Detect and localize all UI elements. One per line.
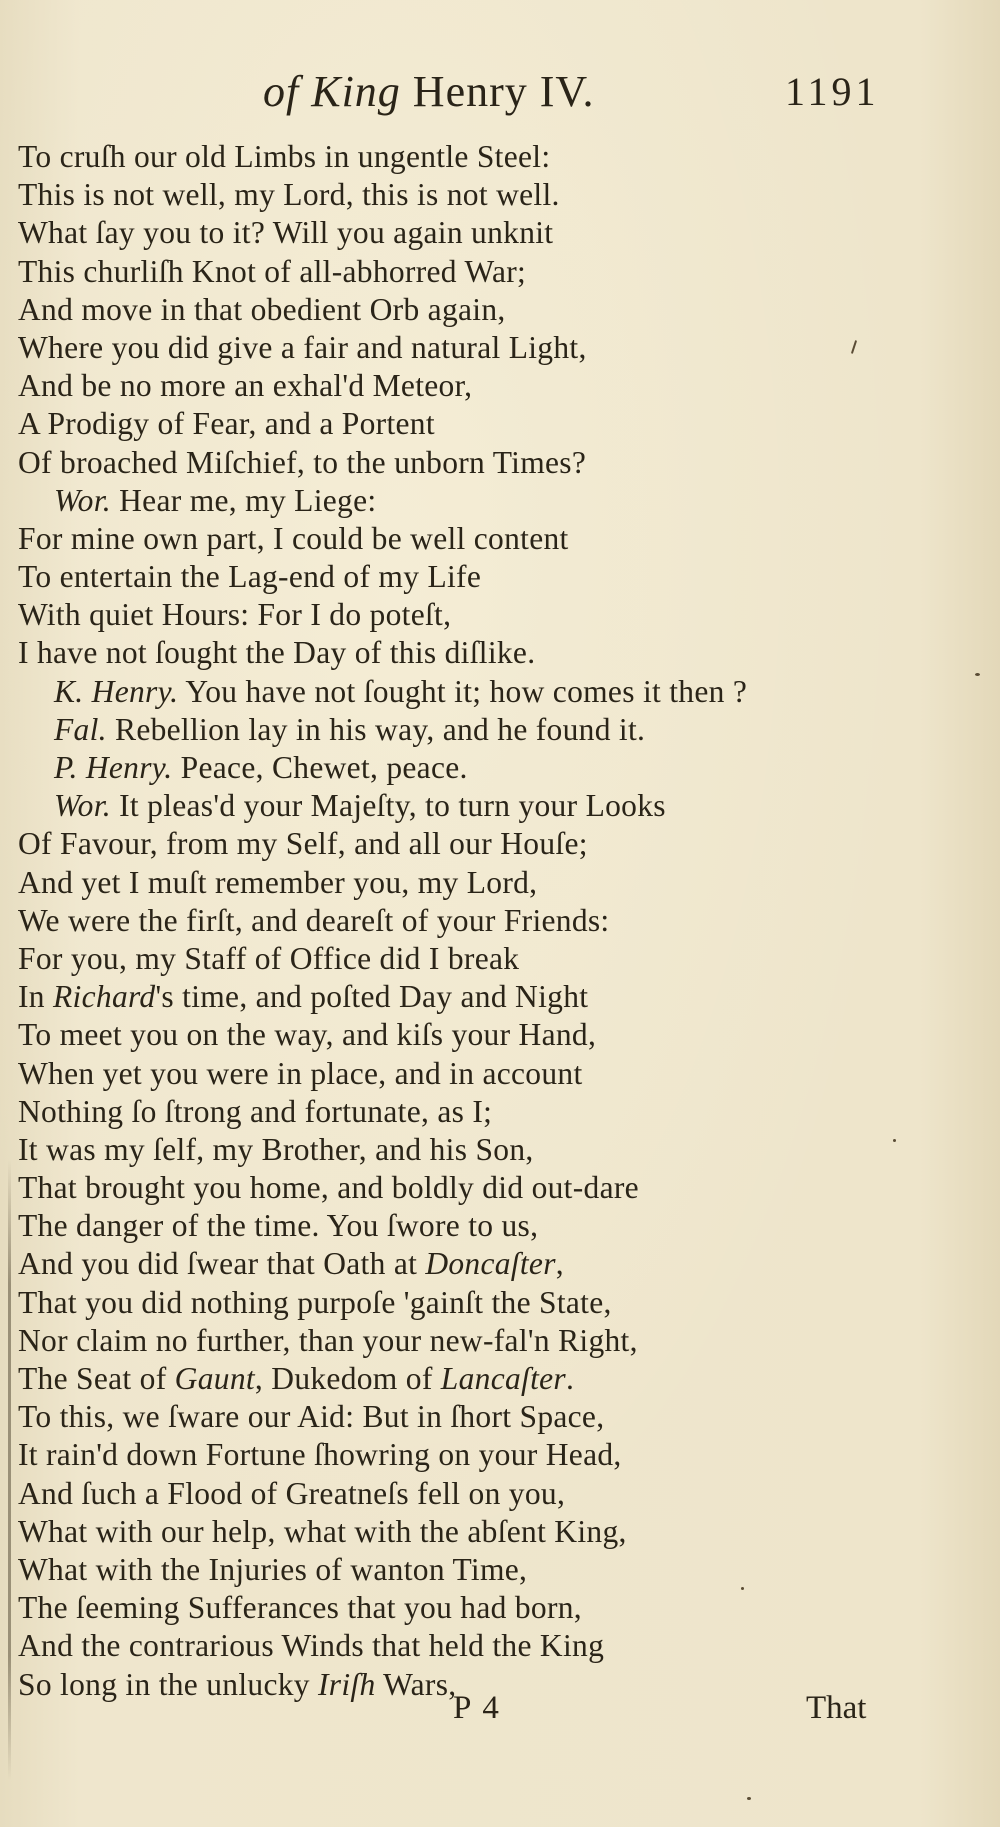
running-title-prefix: of King — [263, 67, 401, 116]
italic-text-segment: P. Henry. — [54, 750, 173, 785]
italic-text-segment: Iriſh — [318, 1666, 376, 1702]
running-title-main: Henry IV. — [412, 67, 595, 116]
text-segment: And be no more an exhal'd Meteor, — [18, 368, 473, 404]
text-segment: To this, we ſware our Aid: But in ſhort Space, — [18, 1399, 605, 1435]
signature-mark: P 4 — [453, 1690, 501, 1726]
text-line — [18, 444, 978, 482]
text-line — [18, 1055, 978, 1093]
text-line — [18, 1322, 978, 1360]
text-segment: 's time, and poſted Day and Night — [155, 979, 589, 1015]
text-segment: And you did ſwear that Oath at — [18, 1246, 426, 1282]
ink-speck — [975, 673, 980, 676]
italic-text-segment: Fal. — [54, 711, 107, 747]
text-segment: Hear me, my Liege: — [110, 482, 377, 518]
text-segment: What with the Injuries of wanton Time, — [18, 1551, 528, 1587]
text-line — [18, 1475, 978, 1513]
catchword: That — [806, 1690, 867, 1726]
italic-text-segment: Wor. — [54, 482, 111, 518]
text-segment: Nothing ſo ſtrong and fortunate, as I; — [18, 1093, 493, 1129]
text-segment: When yet you were in place, and in account — [18, 1055, 583, 1091]
text-line — [18, 1131, 978, 1169]
text-segment: It pleas'd your Majeſty, to turn your Looks — [110, 788, 666, 824]
text-line — [18, 978, 978, 1016]
text-line — [18, 253, 978, 291]
text-segment: That you did nothing purpoſe 'gainſt the State, — [18, 1284, 612, 1320]
text-segment: This churliſh Knot of all-abhorred War; — [18, 253, 527, 289]
text-segment: Of broached Miſchief, to the unborn Times? — [18, 444, 587, 480]
text-segment: This is not well, my Lord, this is not well. — [18, 177, 560, 213]
text-line — [18, 1436, 978, 1474]
ink-speck — [893, 1139, 896, 1142]
text-line — [18, 482, 978, 520]
text-line — [18, 1169, 978, 1207]
italic-text-segment: Richard — [53, 979, 156, 1015]
italic-text-segment: Doncaſter — [425, 1246, 556, 1282]
page-number: 1191 — [785, 69, 880, 114]
text-line — [18, 558, 978, 596]
text-segment: Rebellion lay in his way, and he found it. — [106, 711, 646, 747]
text-segment: Peace, Chewet, peace. — [172, 750, 468, 785]
text-line — [18, 367, 978, 405]
text-line — [18, 1398, 978, 1436]
text-line — [18, 1513, 978, 1551]
text-line — [18, 1207, 978, 1245]
text-segment: To entertain the Lag-end of my Life — [18, 559, 482, 595]
page-footer — [0, 1690, 1000, 1740]
text-segment: , Dukedom of — [254, 1361, 441, 1396]
text-line — [18, 1551, 978, 1589]
text-segment: For you, my Staff of Office did I break — [18, 940, 520, 976]
text-segment: , — [555, 1246, 564, 1282]
text-line — [18, 1589, 978, 1627]
text-line — [18, 520, 978, 558]
text-segment: The Seat of — [18, 1361, 175, 1396]
running-title — [263, 66, 595, 117]
text-segment: And ſuch a Flood of Greatneſs fell on you, — [18, 1475, 566, 1511]
text-segment: I have not ſought the Day of this diſlike. — [18, 635, 536, 671]
text-line — [18, 634, 978, 672]
text-line — [18, 940, 978, 978]
text-segment: To cruſh our old Limbs in ungentle Steel: — [18, 139, 551, 174]
text-segment: The ſeeming Sufferances that you had born, — [18, 1590, 582, 1626]
text-line — [18, 176, 978, 214]
text-line — [18, 749, 978, 787]
text-line — [18, 1627, 978, 1665]
italic-text-segment: K. Henry. — [54, 673, 179, 709]
ink-speck — [747, 1797, 751, 1800]
text-line — [18, 711, 978, 749]
text-line — [18, 291, 978, 329]
text-segment: . — [566, 1361, 575, 1396]
ink-speck — [741, 1587, 744, 1590]
text-segment: What ſay you to it? Will you again unknit — [18, 215, 554, 251]
text-segment: Of Favour, from my Self, and all our Houſe; — [18, 826, 588, 862]
text-line — [18, 1245, 978, 1283]
text-segment: And yet I muſt remember you, my Lord, — [18, 864, 538, 900]
text-segment: We were the firſt, and deareſt of your Friends: — [18, 902, 610, 938]
text-segment: Where you did give a fair and natural Light, — [18, 329, 587, 365]
italic-text-segment: Gaunt — [174, 1361, 255, 1396]
text-line — [18, 902, 978, 940]
text-segment: That brought you home, and boldly did out-dare — [18, 1170, 639, 1206]
text-line — [18, 787, 978, 825]
text-line — [18, 138, 978, 176]
text-segment: So long in the unlucky — [18, 1666, 319, 1702]
binding-gutter-shadow — [8, 1160, 11, 1780]
text-line — [18, 825, 978, 863]
text-line — [18, 329, 978, 367]
text-line — [18, 1284, 978, 1322]
italic-text-segment: Lancaſter — [440, 1361, 566, 1396]
text-line — [18, 864, 978, 902]
text-line — [18, 596, 978, 634]
text-line — [18, 673, 978, 711]
text-segment: A Prodigy of Fear, and a Portent — [18, 406, 435, 442]
text-line — [18, 1093, 978, 1131]
text-segment: Nor claim no further, than your new-fal'n Right, — [18, 1322, 638, 1358]
text-segment: And the contrarious Winds that held the King — [18, 1628, 605, 1664]
verse-text-block — [18, 138, 978, 1704]
text-segment: It was my ſelf, my Brother, and his Son, — [18, 1131, 534, 1167]
text-segment: To meet you on the way, and kiſs your Hand, — [18, 1017, 597, 1053]
text-segment: With quiet Hours: For I do poteſt, — [18, 597, 452, 633]
text-segment: You have not ſought it; how comes it then ? — [178, 673, 748, 709]
running-header — [0, 66, 1000, 126]
text-line — [18, 1016, 978, 1054]
text-line — [18, 214, 978, 252]
text-line — [18, 1360, 978, 1398]
text-segment: And move in that obedient Orb again, — [18, 291, 506, 327]
text-segment: For mine own part, I could be well content — [18, 520, 569, 556]
text-segment: What with our help, what with the abſent King, — [18, 1513, 627, 1549]
text-segment: It rain'd down Fortune ſhowring on your Head, — [18, 1437, 622, 1473]
text-segment: Wars, — [375, 1666, 457, 1702]
italic-text-segment: Wor. — [54, 788, 111, 824]
text-segment: The danger of the time. You ſwore to us, — [18, 1208, 539, 1244]
text-line — [18, 405, 978, 443]
text-segment: In — [18, 979, 54, 1015]
